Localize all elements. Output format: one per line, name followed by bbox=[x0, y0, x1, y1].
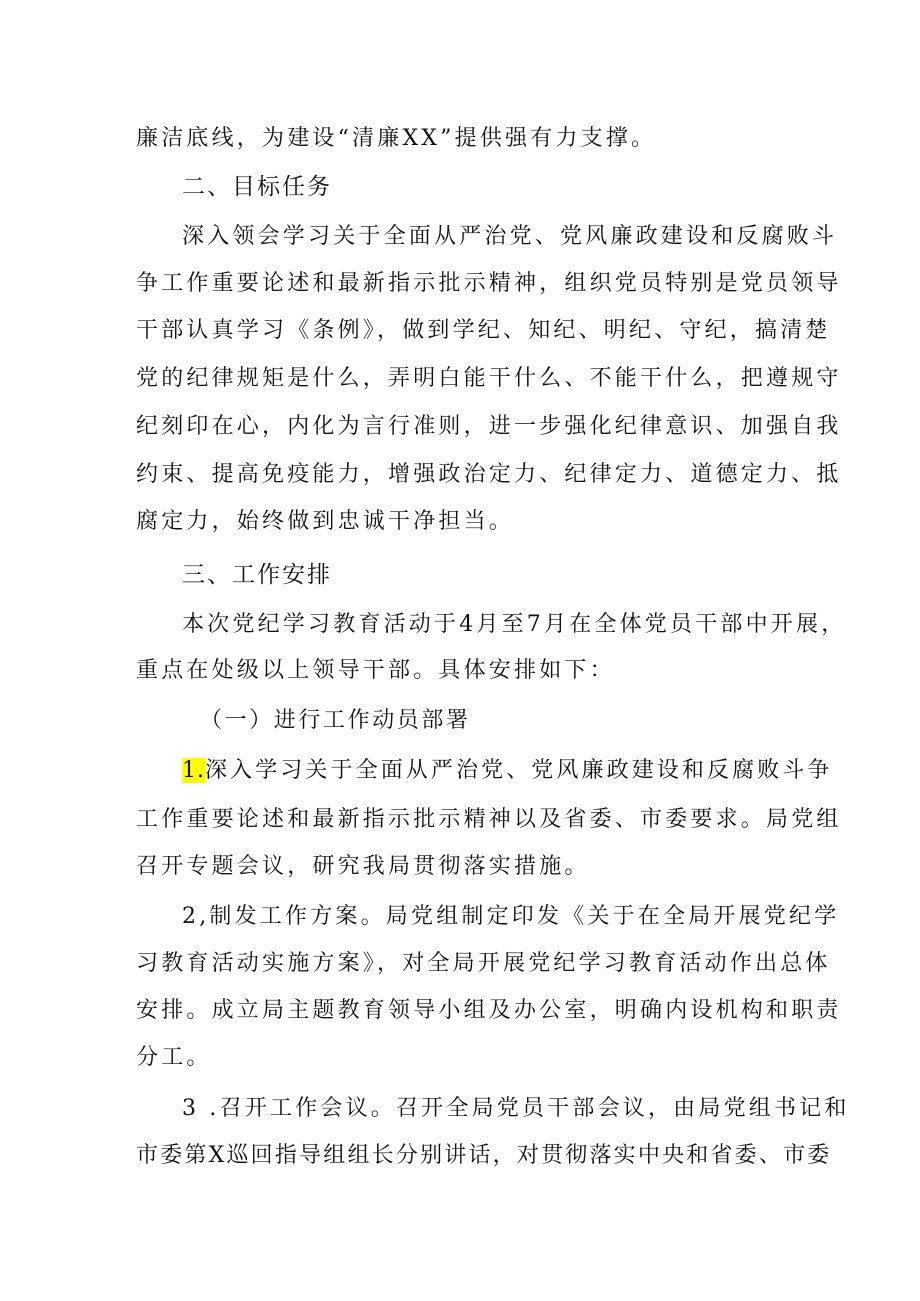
paragraph-line: 约束、提高免疫能力，增强政治定力、纪律定力、道德定力、抵 bbox=[136, 462, 842, 487]
paragraph-line: 2,制发工作方案。局党组制定印发《关于在全局开展党纪学 bbox=[182, 904, 840, 929]
paragraph-line: 3 .召开工作会议。召开全局党员干部会议，由局党组书记和 bbox=[182, 1096, 850, 1121]
paragraph-line: 腐定力，始终做到忠诚干净担当。 bbox=[136, 509, 515, 534]
paragraph-line: 分工。 bbox=[136, 1045, 212, 1070]
paragraph-line: 党的纪律规矩是什么，弄明白能干什么、不能干什么，把遵规守 bbox=[136, 366, 842, 391]
paragraph-text: 深入学习关于全面从严治党、党风廉政建设和反腐败斗争 bbox=[205, 758, 833, 783]
paragraph-line: 本次党纪学习教育活动于4月至7月在全体党员干部中开展， bbox=[182, 612, 847, 637]
subsection-heading: （一）进行工作动员部署 bbox=[200, 708, 471, 733]
paragraph-line: 纪刻印在心，内化为言行准则，进一步强化纪律意识、加强自我 bbox=[136, 414, 842, 439]
paragraph-line: 召开专题会议，研究我局贯彻落实措施。 bbox=[136, 854, 590, 879]
paragraph-line: 争工作重要论述和最新指示批示精神，组织党员特别是党员领导 bbox=[136, 271, 842, 296]
paragraph-line: 深入领会学习关于全面从严治党、党风廉政建设和反腐败斗 bbox=[182, 224, 838, 249]
paragraph-line: 工作重要论述和最新指示批示精神以及省委、市委要求。局党组 bbox=[136, 807, 842, 832]
paragraph-line bbox=[182, 756, 833, 786]
section-heading-arrangements: 三、工作安排 bbox=[182, 562, 332, 588]
paragraph-line: 安排。成立局主题教育领导小组及办公室，明确内设机构和职责 bbox=[136, 998, 842, 1023]
highlighted-item-number: 1. bbox=[182, 758, 205, 783]
paragraph-line: 市委第X巡回指导组组长分别讲话，对贯彻落实中央和省委、市委 bbox=[136, 1143, 832, 1168]
paragraph-line: 重点在处级以上领导干部。具体安排如下： bbox=[136, 658, 615, 683]
paragraph-line: 习教育活动实施方案》，对全局开展党纪学习教育活动作出总体 bbox=[136, 951, 831, 976]
paragraph-line: 干部认真学习《条例》，做到学纪、知纪、明纪、守纪，搞清楚 bbox=[136, 318, 831, 343]
paragraph-line: 廉洁底线，为建设“清廉XX”提供强有力支撑。 bbox=[136, 126, 657, 151]
section-heading-goals: 二、目标任务 bbox=[182, 174, 332, 200]
